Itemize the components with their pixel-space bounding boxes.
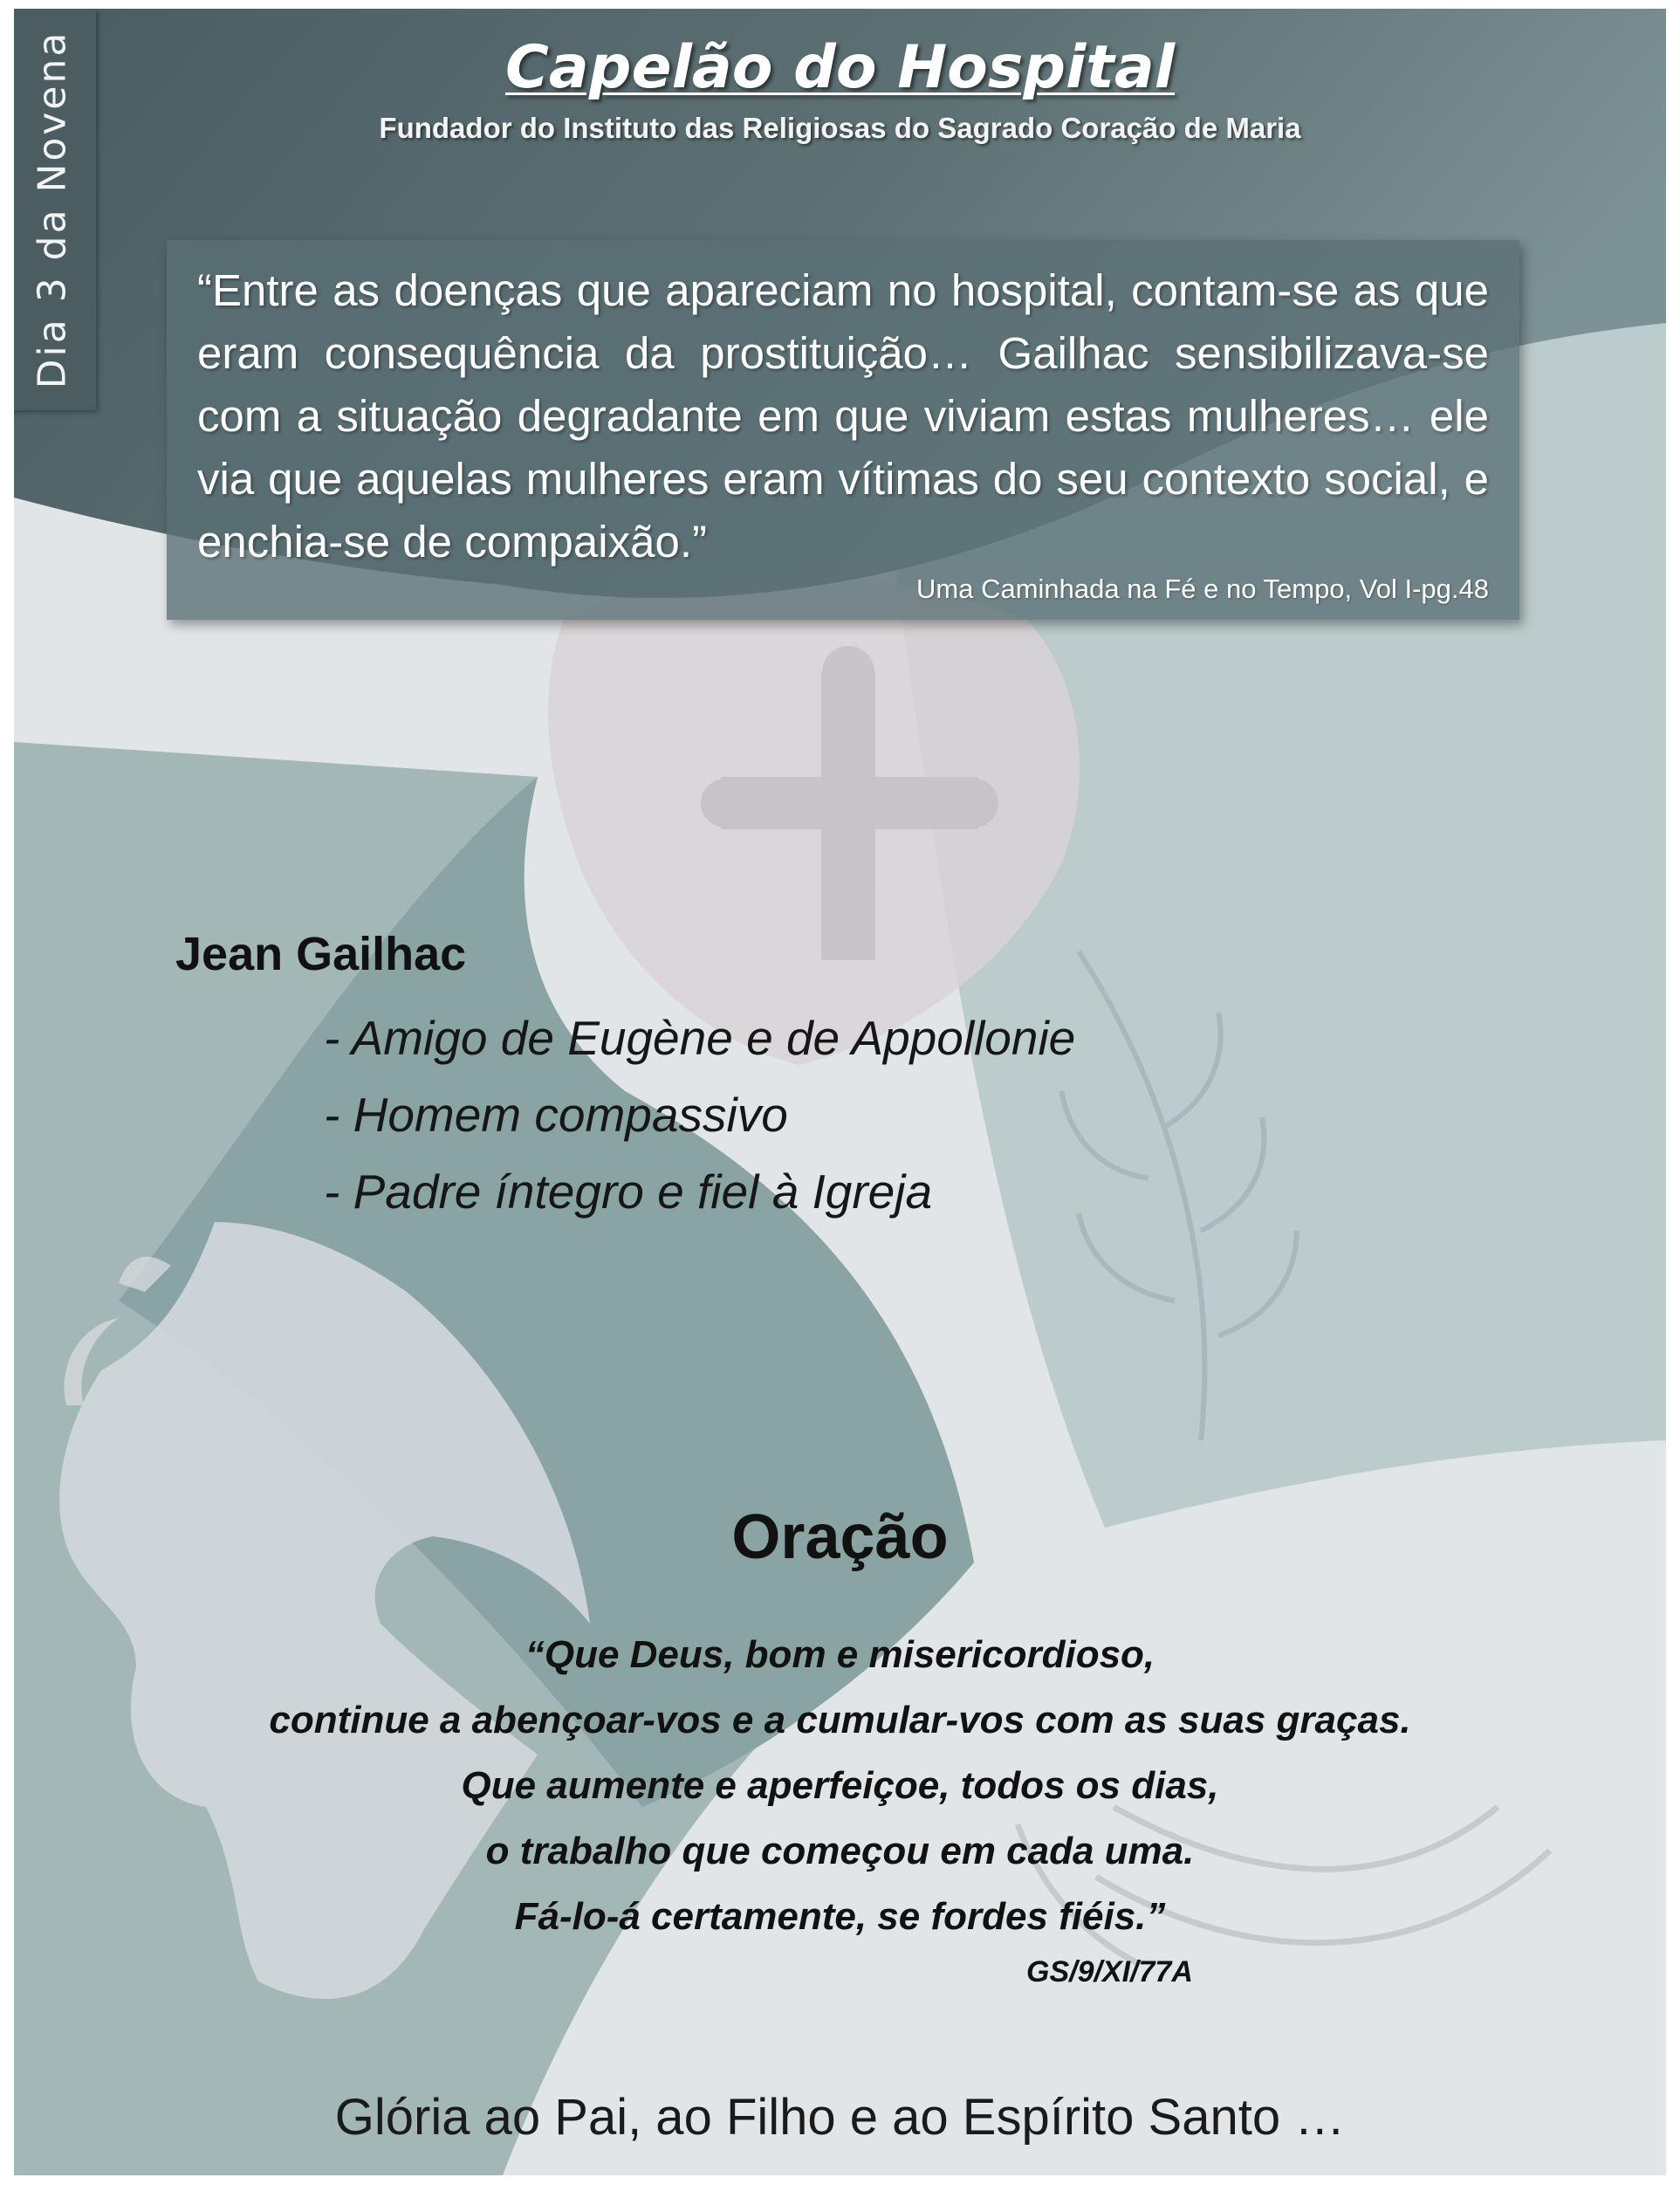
prayer-text xyxy=(14,1622,1666,1949)
prayer-line: Que aumente e aperfeiçoe, todos os dias, xyxy=(461,1764,1219,1807)
prayer-line: continue a abençoar-vos e a cumular-vos com as suas graças. xyxy=(269,1699,1411,1741)
page-title: Capelão do Hospital xyxy=(504,33,1176,102)
quote-box xyxy=(167,240,1519,620)
quote-source: Uma Caminhada na Fé e no Tempo, Vol I-pg.48 xyxy=(916,574,1489,604)
trait-item: - Padre íntegro e fiel à Igreja xyxy=(324,1164,933,1219)
prayer-line: “Que Deus, bom e misericordioso, xyxy=(525,1633,1155,1676)
novena-page xyxy=(14,9,1666,2175)
trait-item: - Amigo de Eugène e de Appollonie xyxy=(324,1011,1076,1065)
trait-list xyxy=(324,999,1075,1230)
novena-day-label: Dia 3 da Novena xyxy=(30,30,75,389)
prayer-heading: Oração xyxy=(731,1502,949,1572)
prayer-source: GS/9/XI/77A xyxy=(1026,1955,1193,1988)
prayer-line: Fá-lo-á certamente, se fordes fiéis.” xyxy=(514,1895,1166,1938)
prayer-line: o trabalho que começou em cada uma. xyxy=(485,1830,1195,1872)
quote-text: “Entre as doenças que apareciam no hospital, contam-se as que eram consequência da prostituição… Gailhac sensibilizava-se com a situação degradante em que viviam estas mulheres… ele via que aquelas mulheres eram vítimas do seu contexto social, e enchia-se de compaixão.” xyxy=(197,265,1489,567)
page-subtitle: Fundador do Instituto das Religiosas do Sagrado Coração de Maria xyxy=(379,112,1301,144)
trait-item: - Homem compassivo xyxy=(324,1088,788,1142)
doxology: Glória ao Pai, ao Filho e ao Espírito Santo … xyxy=(334,2089,1346,2146)
profile-name: Jean Gailhac xyxy=(175,928,467,980)
